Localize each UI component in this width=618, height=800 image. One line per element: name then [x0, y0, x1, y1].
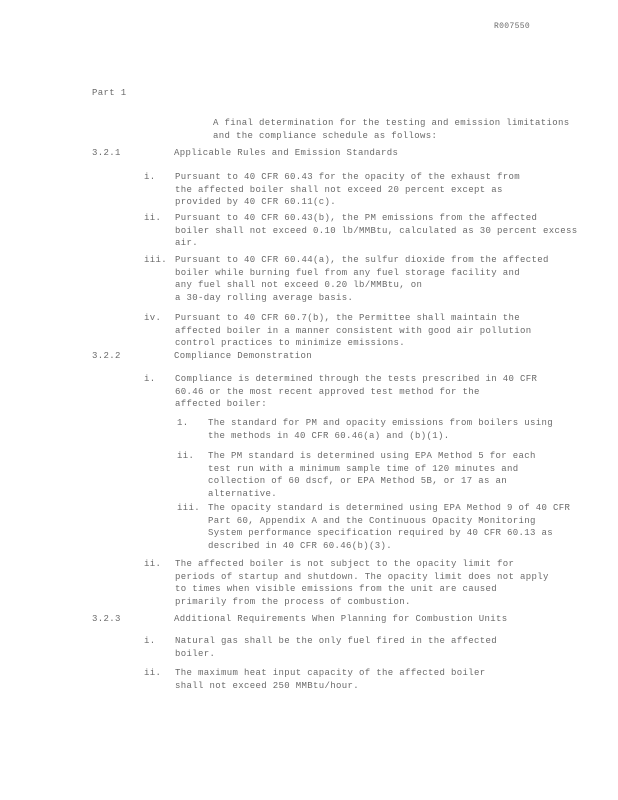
text-line: The opacity standard is determined using EPA Method 9 of 40 CFR: [208, 503, 571, 513]
intro-paragraph: [213, 117, 570, 142]
subitem-text: [208, 417, 553, 442]
document-id: R007550: [494, 22, 531, 31]
text-line: Pursuant to 40 CFR 60.43 for the opacity of the exhaust from: [175, 172, 521, 182]
text-line: affected boiler:: [175, 399, 268, 409]
section-heading: Applicable Rules and Emission Standards: [174, 148, 399, 158]
text-line: boiler shall not exceed 0.10 lb/MMBtu, calculated as 30 percent excess: [175, 225, 578, 236]
text-line: control practices to minimize emissions.: [175, 338, 406, 348]
text-line: a 30-day rolling average basis.: [175, 292, 354, 303]
list-item-text: [175, 254, 549, 304]
section-number: 3.2.1: [92, 148, 121, 158]
text-line: Pursuant to 40 CFR 60.43(b), the PM emissions from the affected: [175, 213, 538, 223]
text-line: Pursuant to 40 CFR 60.7(b), the Permittee shall maintain the: [175, 313, 521, 323]
text-line: shall not exceed 250 MMBtu/hour.: [175, 680, 360, 691]
item-label: ii.: [144, 668, 162, 678]
text-line: Pursuant to 40 CFR 60.44(a), the sulfur dioxide from the affected: [175, 255, 549, 265]
section-number: 3.2.3: [92, 614, 121, 624]
item-label: i.: [144, 172, 156, 182]
text-line: the methods in 40 CFR 60.46(a) and (b)(1).: [208, 430, 450, 441]
text-line: Compliance is determined through the tests prescribed in 40 CFR: [175, 374, 538, 384]
intro-line: A final determination for the testing and emission limitations: [213, 118, 570, 128]
section-number: 3.2.2: [92, 351, 121, 361]
list-item-text: [175, 373, 537, 411]
item-label: i.: [144, 636, 156, 646]
section-heading: Compliance Demonstration: [174, 351, 313, 361]
text-line: The standard for PM and opacity emissions from boilers using: [208, 418, 554, 428]
list-item-text: [175, 667, 486, 692]
list-item-text: [175, 558, 549, 608]
text-line: The affected boiler is not subject to the opacity limit for: [175, 559, 515, 569]
text-line: The PM standard is determined using EPA Method 5 for each: [208, 451, 536, 461]
text-line: to times when visible emissions from the unit are caused: [175, 584, 498, 594]
text-line: collection of 60 dscf, or EPA Method 5B, or 17 as an: [208, 476, 508, 486]
text-line: air.: [175, 238, 199, 248]
list-item-text: [175, 212, 578, 250]
text-line: periods of startup and shutdown. The opacity limit does not apply: [175, 571, 549, 582]
item-label: i.: [144, 374, 156, 384]
item-label: iv.: [144, 313, 162, 323]
part-label: Part 1: [92, 88, 127, 98]
text-line: boiler.: [175, 648, 216, 659]
text-line: The maximum heat input capacity of the affected boiler: [175, 668, 486, 678]
subitem-label: 1.: [177, 418, 189, 428]
item-label: ii.: [144, 559, 162, 569]
text-line: Part 60, Appendix A and the Continuous Opacity Monitoring: [208, 515, 536, 526]
item-label: iii.: [144, 255, 168, 265]
text-line: any fuel shall not exceed 0.20 lb/MMBtu, on: [175, 280, 423, 290]
text-line: provided by 40 CFR 60.11(c).: [175, 197, 337, 207]
item-label: ii.: [144, 213, 162, 223]
subitem-text: [208, 450, 536, 500]
text-line: boiler while burning fuel from any fuel storage facility and: [175, 267, 521, 278]
text-line: described in 40 CFR 60.46(b)(3).: [208, 540, 393, 551]
list-item-text: [175, 171, 520, 209]
subitem-label: ii.: [177, 451, 195, 461]
list-item-text: [175, 312, 532, 350]
text-line: affected boiler in a manner consistent with good air pollution: [175, 325, 532, 336]
text-line: alternative.: [208, 488, 278, 499]
list-item-text: [175, 635, 497, 660]
text-line: 60.46 or the most recent approved test method for the: [175, 386, 480, 397]
text-line: System performance specification required by 40 CFR 60.13 as: [208, 528, 554, 538]
text-line: the affected boiler shall not exceed 20 percent except as: [175, 184, 503, 195]
text-line: test run with a minimum sample time of 120 minutes and: [208, 463, 519, 474]
intro-line: and the compliance schedule as follows:: [213, 130, 438, 141]
text-line: primarily from the process of combustion.: [175, 596, 411, 607]
text-line: Natural gas shall be the only fuel fired in the affected: [175, 636, 498, 646]
subitem-label: iii.: [177, 503, 201, 513]
subitem-text: [208, 502, 570, 552]
section-heading: Additional Requirements When Planning for Combustion Units: [174, 614, 508, 624]
